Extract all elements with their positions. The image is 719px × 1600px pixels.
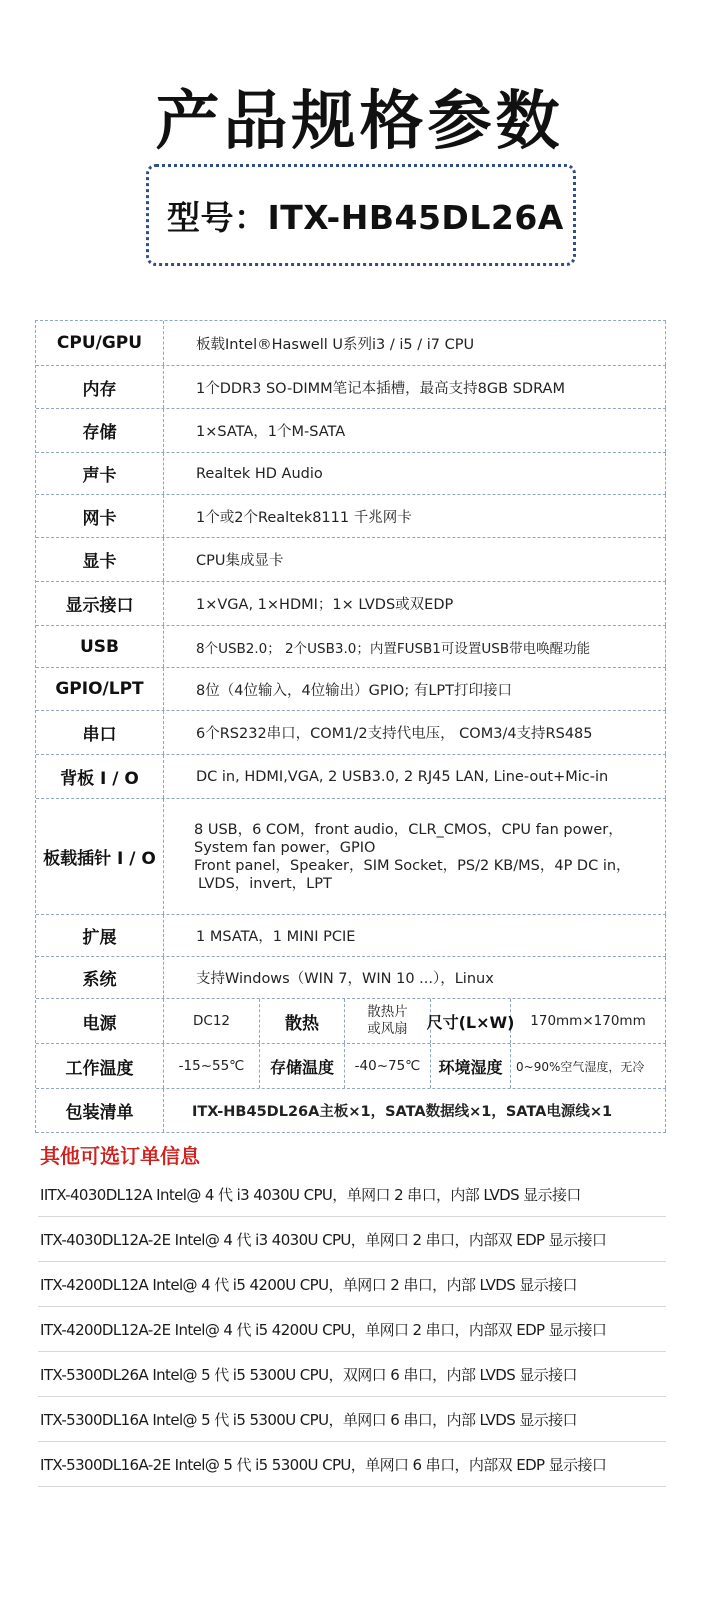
option-item: IITX-4030DL12A Intel@ 4 代 i3 4030U CPU，单网口 2 串口，内部 LVDS 显示接口 [38,1172,666,1217]
storage-temp-value: -40~75℃ [345,1044,431,1088]
spec-row [36,321,666,366]
page-title: 产品规格参数 [155,85,564,159]
cooling-value-line: 散热片 [367,1004,408,1020]
spec-label: USB [36,626,164,667]
onboard-io-line: Front panel，Speaker，SIM Socket，PS/2 KB/MS，4P DC in， [194,857,631,874]
power-label: 电源 [36,999,164,1043]
spec-value: 8位（4位输入，4位输出）GPIO; 有LPT打印接口 [164,668,666,710]
spec-label: 系统 [36,957,164,998]
package-label: 包装清单 [36,1089,164,1132]
cooling-label: 散热 [260,999,345,1043]
spec-row [36,538,666,582]
spec-row-package [36,1089,666,1133]
spec-value: 1 MSATA，1 MINI PCIE [164,915,666,956]
cooling-value-line: 或风扇 [367,1021,408,1037]
spec-row-power [36,999,666,1044]
spec-value: 板载Intel®Haswell U系列i3 / i5 / i7 CPU [164,321,666,365]
cooling-value [345,999,431,1043]
spec-row [36,755,666,799]
option-list [38,1172,666,1487]
option-item: ITX-5300DL16A-2E Intel@ 5 代 i5 5300U CPU，单网口 6 串口，内部双 EDP 显示接口 [38,1442,666,1487]
spec-value: 1×SATA，1个M-SATA [164,409,666,452]
option-item: ITX-4200DL12A-2E Intel@ 4 代 i5 4200U CPU，单网口 2 串口，内部双 EDP 显示接口 [38,1307,666,1352]
spec-label: 声卡 [36,453,164,494]
spec-value: 1个DDR3 SO-DIMM笔记本插槽，最高支持8GB SDRAM [164,366,666,408]
spec-row [36,668,666,711]
option-item: ITX-5300DL26A Intel@ 5 代 i5 5300U CPU，双网口 6 串口，内部 LVDS 显示接口 [38,1352,666,1397]
size-label: 尺寸(L×W) [431,999,511,1043]
spec-label: GPIO/LPT [36,668,164,710]
spec-label: 网卡 [36,495,164,537]
spec-value: 8个USB2.0； 2个USB3.0；内置FUSB1可设置USB带电唤醒功能 [164,626,666,667]
humidity-label: 环境湿度 [431,1044,511,1088]
spec-row-temperature [36,1044,666,1089]
size-value: 170mm×170mm [511,999,666,1043]
spec-value: 1个或2个Realtek8111 千兆网卡 [164,495,666,537]
spec-value-multiline [164,799,666,914]
spec-value: Realtek HD Audio [164,453,666,494]
spec-label: 显卡 [36,538,164,581]
option-item: ITX-4030DL12A-2E Intel@ 4 代 i3 4030U CPU，单网口 2 串口，内部双 EDP 显示接口 [38,1217,666,1262]
spec-row-onboard-io [36,799,666,915]
onboard-io-line: System fan power，GPIO [194,839,376,856]
spec-label: CPU/GPU [36,321,164,365]
work-temp-label: 工作温度 [36,1044,164,1088]
other-options-title: 其他可选订单信息 [40,1144,200,1168]
power-value: DC12 [164,999,260,1043]
spec-value: 1×VGA, 1×HDMI；1× LVDS或双EDP [164,582,666,625]
package-value: ITX-HB45DL26A主板×1，SATA数据线×1，SATA电源线×1 [164,1089,666,1132]
spec-label: 内存 [36,366,164,408]
spec-value: CPU集成显卡 [164,538,666,581]
spec-row [36,915,666,957]
spec-row [36,582,666,626]
work-temp-value: -15~55℃ [164,1044,260,1088]
spec-value: 支持Windows（WIN 7，WIN 10 ...），Linux [164,957,666,998]
option-item: ITX-5300DL16A Intel@ 5 代 i5 5300U CPU，单网口 6 串口，内部 LVDS 显示接口 [38,1397,666,1442]
spec-table [35,320,666,1133]
spec-label: 串口 [36,711,164,754]
spec-row [36,409,666,453]
spec-row [36,453,666,495]
spec-row [36,711,666,755]
spec-row [36,495,666,538]
model-number: 型号：ITX-HB45DL26A [167,197,564,237]
humidity-value: 0~90%空气湿度，无冷 [511,1044,666,1088]
spec-label: 板载插针 I / O [36,799,164,914]
spec-label: 存储 [36,409,164,452]
spec-row [36,366,666,409]
option-item: ITX-4200DL12A Intel@ 4 代 i5 4200U CPU，单网口 2 串口，内部 LVDS 显示接口 [38,1262,666,1307]
spec-label: 扩展 [36,915,164,956]
spec-label: 显示接口 [36,582,164,625]
onboard-io-line: 8 USB，6 COM，front audio，CLR_CMOS，CPU fan power， [194,821,623,838]
spec-row [36,957,666,999]
spec-label: 背板 I / O [36,755,164,798]
model-box [146,164,576,266]
spec-value: DC in, HDMI,VGA, 2 USB3.0, 2 RJ45 LAN, Line-out+Mic-in [164,755,666,798]
onboard-io-line: LVDS，invert，LPT [198,875,332,892]
storage-temp-label: 存储温度 [260,1044,345,1088]
spec-row [36,626,666,668]
spec-value: 6个RS232串口，COM1/2支持代电压， COM3/4支持RS485 [164,711,666,754]
